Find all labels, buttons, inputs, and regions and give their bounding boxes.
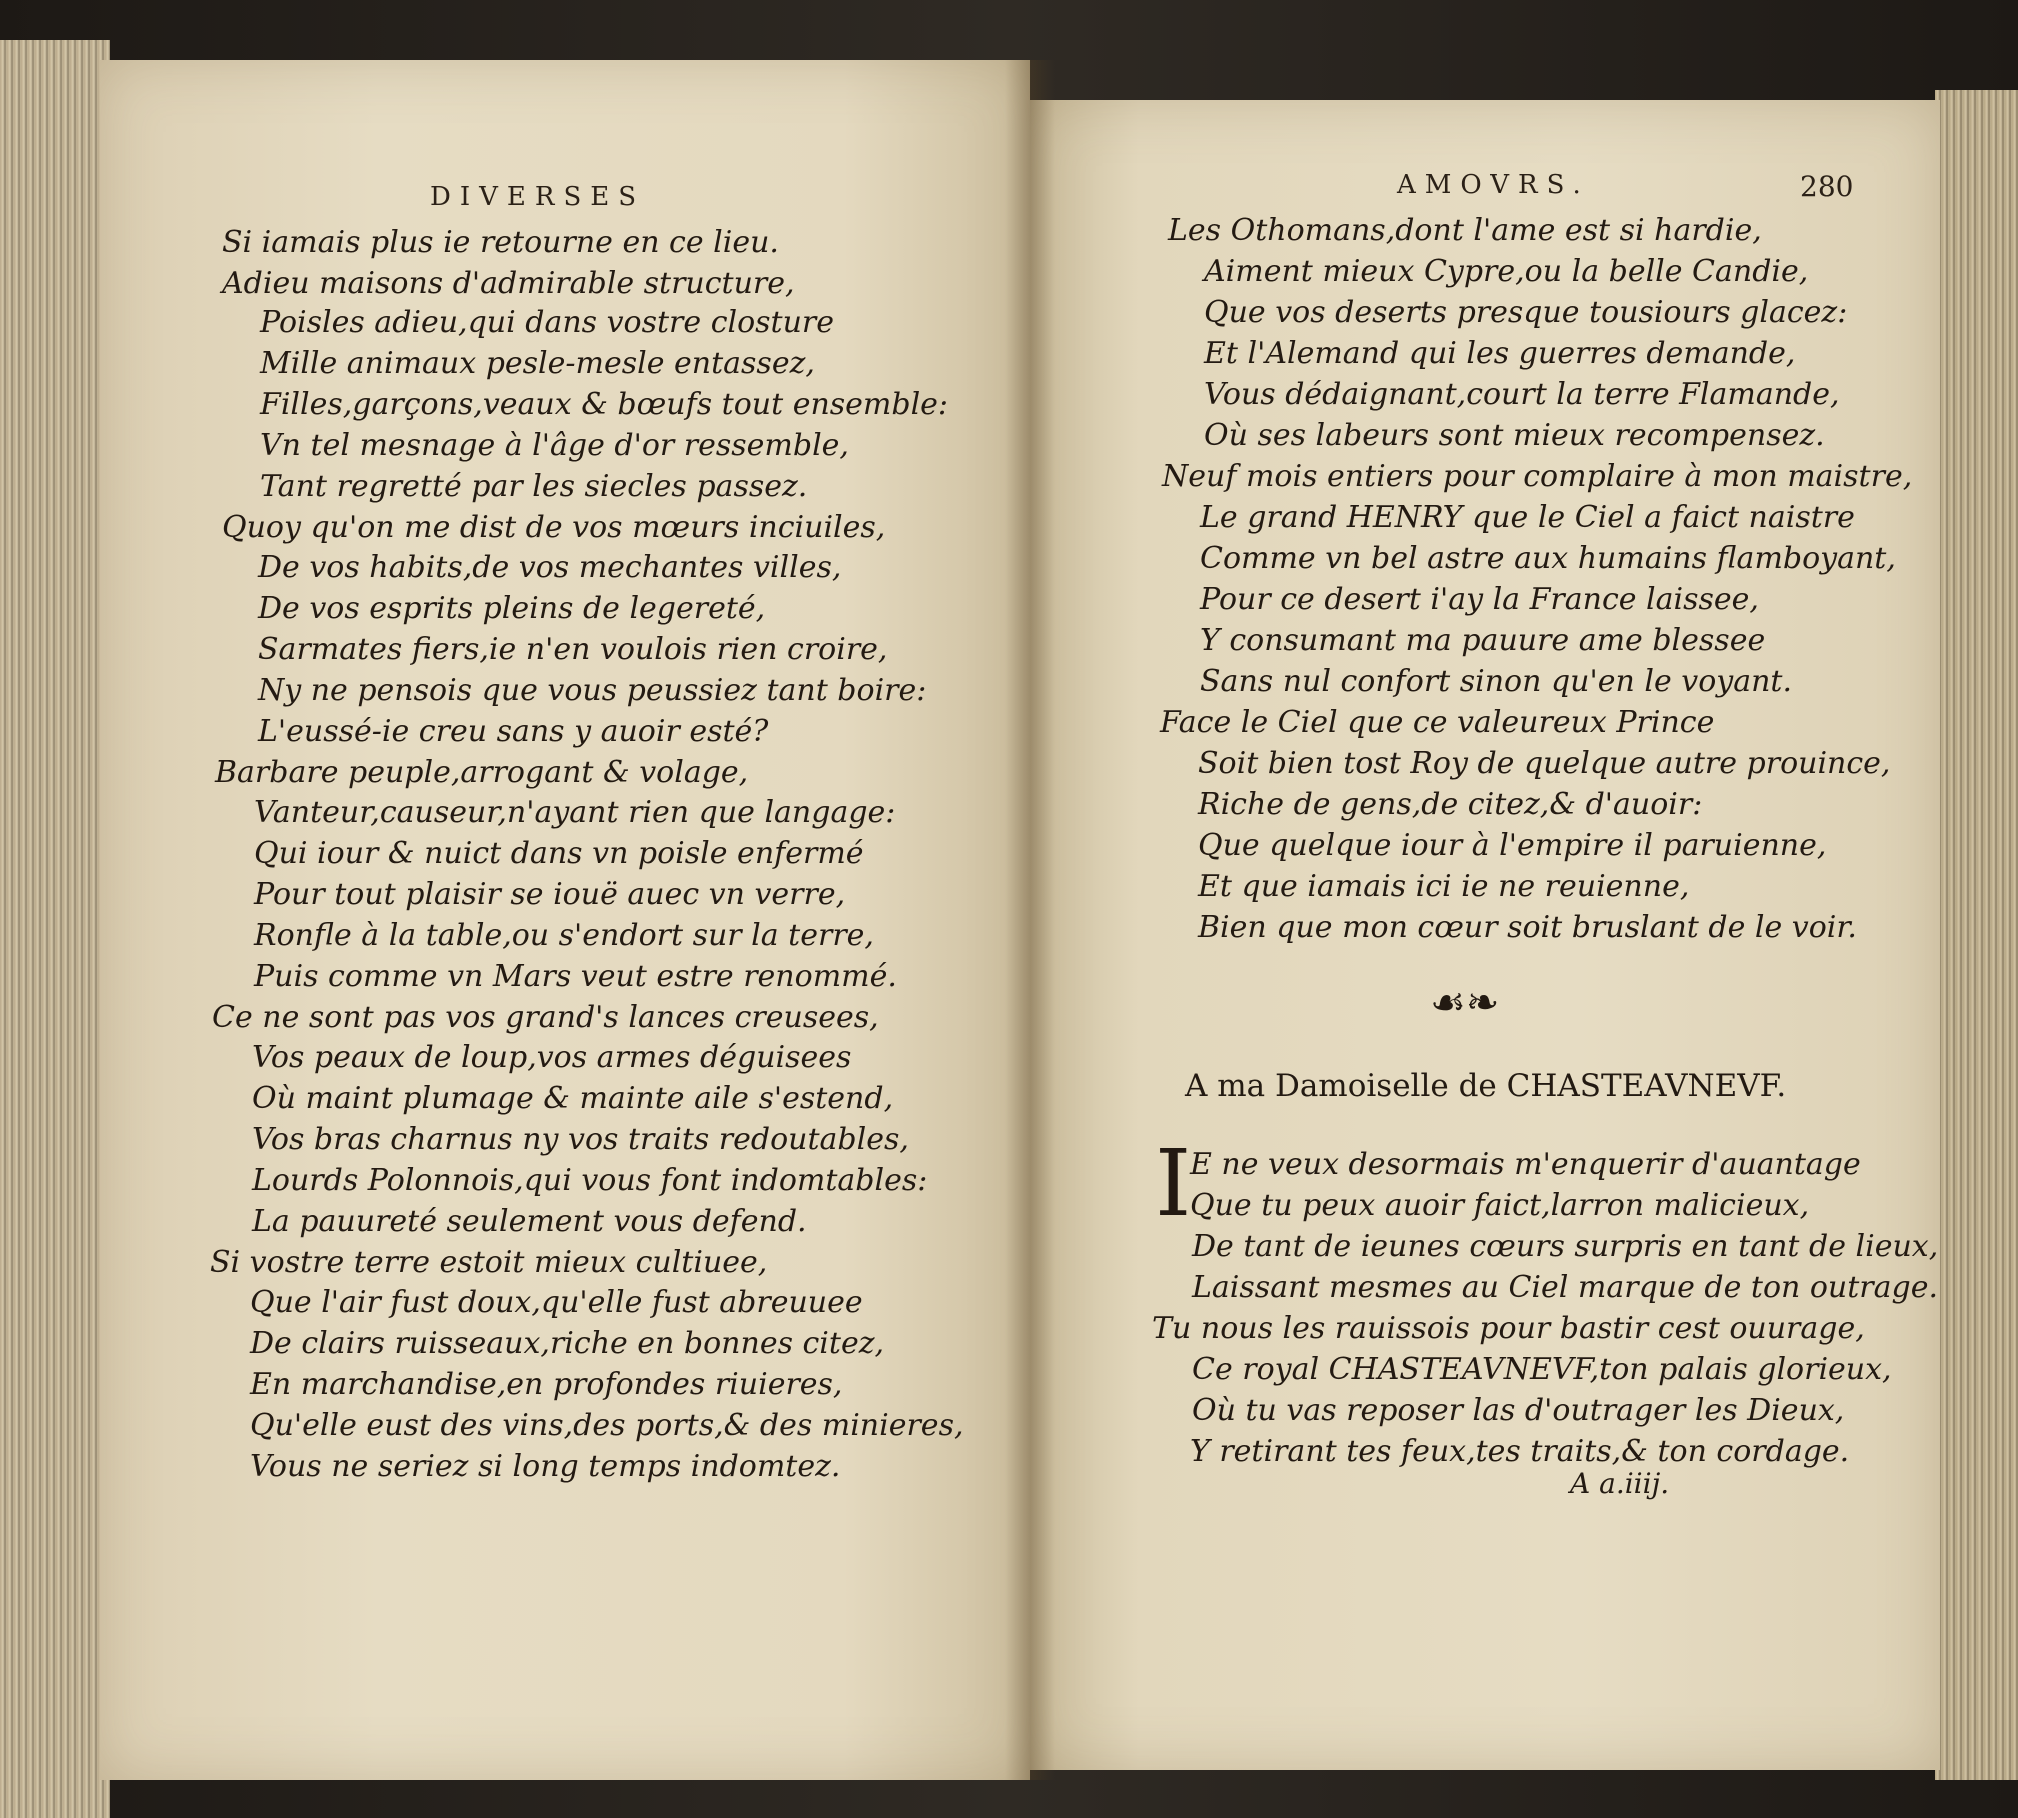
verse-line: Laissant mesmes au Ciel marque de ton outrage. — [1192, 1270, 1939, 1305]
verse-line: Quoy qu'on me dist de vos mœurs inciuiles, — [222, 510, 886, 545]
verse-line: Que l'air fust doux,qu'elle fust abreuuee — [250, 1285, 863, 1320]
verse-line: Lourds Polonnois,qui vous font indomtables: — [252, 1163, 928, 1198]
fleuron-ornament: ☙❧ — [1430, 980, 1500, 1026]
verse-line: Bien que mon cœur soit bruslant de le voir. — [1198, 910, 1857, 945]
verse-line: Et que iamais ici ie ne reuienne, — [1198, 869, 1690, 904]
verse-line: Vanteur,causeur,n'ayant rien que langage: — [254, 795, 896, 830]
verse-line: Puis comme vn Mars veut estre renommé. — [254, 959, 897, 994]
verse-line: Vous dédaignant,court la terre Flamande, — [1204, 377, 1840, 412]
verse-line: Ny ne pensois que vous peussiez tant boire: — [258, 673, 927, 708]
verse-line: Où maint plumage & mainte aile s'estend, — [252, 1081, 894, 1116]
drop-capital: I — [1155, 1130, 1192, 1237]
verse-line: En marchandise,en profondes riuieres, — [250, 1367, 843, 1402]
verse-line: De vos esprits pleins de legereté, — [258, 591, 766, 626]
verse-line: Si iamais plus ie retourne en ce lieu. — [222, 225, 779, 260]
verse-line: De tant de ieunes cœurs surpris en tant de lieux, — [1192, 1229, 1939, 1264]
verse-line: Si vostre terre estoit mieux cultiuee, — [210, 1245, 768, 1280]
verse-line: Tant regretté par les siecles passez. — [260, 469, 808, 504]
verse-line: Riche de gens,de citez,& d'auoir: — [1198, 787, 1703, 822]
verse-line: Qui iour & nuict dans vn poisle enfermé — [254, 836, 864, 871]
verse-line: Neuf mois entiers pour complaire à mon maistre, — [1162, 459, 1913, 494]
verse-line: Où ses labeurs sont mieux recompensez. — [1204, 418, 1825, 453]
verse-line: Que vos deserts presque tousiours glacez: — [1204, 295, 1848, 330]
right-running-header: AMOVRS. — [1397, 170, 1590, 200]
verse-line: Tu nous les rauissois pour bastir cest ouurage, — [1152, 1311, 1865, 1346]
verse-line: Sarmates fiers,ie n'en voulois rien croire, — [258, 632, 888, 667]
verse-line: Y consumant ma pauure ame blessee — [1200, 623, 1766, 658]
verse-line: Mille animaux pesle-mesle entassez, — [260, 346, 815, 381]
verse-line: Filles,garçons,veaux & bœufs tout ensemble: — [260, 387, 949, 422]
verse-line: Comme vn bel astre aux humains flamboyant, — [1200, 541, 1896, 576]
verse-line: Vos bras charnus ny vos traits redoutables, — [252, 1122, 909, 1157]
right-page-edges — [1935, 90, 2018, 1780]
section-title: A ma Damoiselle de CHASTEAVNEVF. — [1185, 1068, 1787, 1104]
verse-line: Vous ne seriez si long temps indomtez. — [250, 1449, 841, 1484]
verse-line: La pauureté seulement vous defend. — [252, 1204, 807, 1239]
verse-line: De vos habits,de vos mechantes villes, — [258, 550, 842, 585]
verse-line: Les Othomans,dont l'ame est si hardie, — [1168, 213, 1762, 248]
page-number: 280 — [1800, 170, 1854, 203]
verse-line: Aiment mieux Cypre,ou la belle Candie, — [1204, 254, 1809, 289]
verse-line: Ronfle à la table,ou s'endort sur la terre, — [254, 918, 874, 953]
verse-line: Y retirant tes feux,tes traits,& ton cordage. — [1190, 1434, 1850, 1469]
verse-line: Poisles adieu,qui dans vostre closture — [260, 305, 835, 340]
verse-line: Que quelque iour à l'empire il paruienne, — [1198, 828, 1827, 863]
verse-line: Ce ne sont pas vos grand's lances creusees, — [212, 1000, 879, 1035]
gutter-shadow — [1005, 60, 1055, 1780]
verse-line: Et l'Alemand qui les guerres demande, — [1204, 336, 1796, 371]
verse-line: Sans nul confort sinon qu'en le voyant. — [1200, 664, 1793, 699]
verse-line: Face le Ciel que ce valeureux Prince — [1160, 705, 1715, 740]
verse-line: Qu'elle eust des vins,des ports,& des minieres, — [250, 1408, 964, 1443]
verse-line: Le grand HENRY que le Ciel a faict naistre — [1200, 500, 1855, 535]
verse-line: Vn tel mesnage à l'âge d'or ressemble, — [260, 428, 849, 463]
verse-line: De clairs ruisseaux,riche en bonnes citez, — [250, 1326, 885, 1361]
left-page-edges — [0, 40, 110, 1818]
verse-line: Que tu peux auoir faict,larron malicieux, — [1190, 1188, 1810, 1223]
verse-line: Adieu maisons d'admirable structure, — [222, 266, 795, 301]
signature-mark: A a.iiij. — [1570, 1467, 1670, 1500]
verse-line: Où tu vas reposer las d'outrager les Dieux, — [1192, 1393, 1845, 1428]
left-running-header: DIVERSES — [430, 182, 646, 212]
verse-line: Ce royal CHASTEAVNEVF,ton palais glorieux, — [1192, 1352, 1892, 1387]
verse-line: Vos peaux de loup,vos armes déguisees — [252, 1040, 852, 1075]
verse-line: Pour tout plaisir se iouë auec vn verre, — [254, 877, 846, 912]
verse-line: Pour ce desert i'ay la France laissee, — [1200, 582, 1759, 617]
verse-line: Soit bien tost Roy de quelque autre prouince, — [1198, 746, 1891, 781]
verse-line: E ne veux desormais m'enquerir d'auantage — [1190, 1147, 1861, 1182]
verse-line: L'eussé-ie creu sans y auoir esté? — [258, 714, 769, 749]
verse-line: Barbare peuple,arrogant & volage, — [215, 755, 749, 790]
